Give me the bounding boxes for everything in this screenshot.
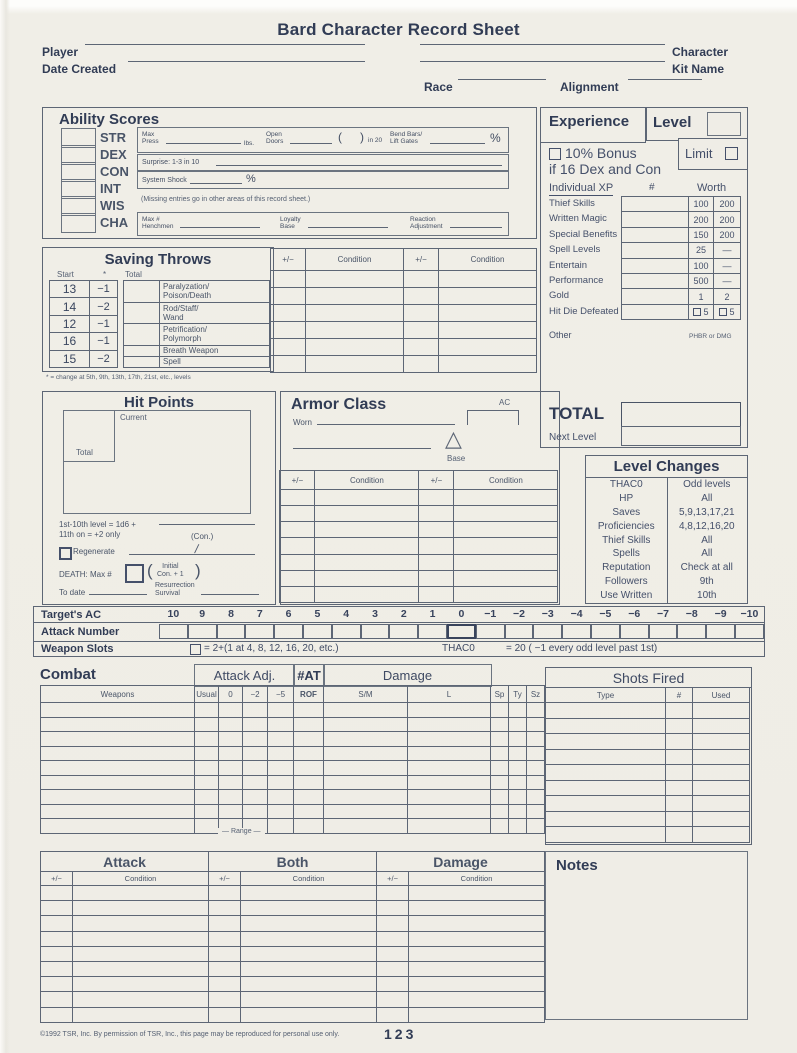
- dexterity-details-box: [137, 154, 509, 171]
- base-label: Base: [447, 454, 466, 463]
- hp-formula-field[interactable]: [159, 524, 255, 525]
- notes-box[interactable]: [545, 851, 748, 1020]
- weapon-slots-checkbox: [190, 644, 201, 655]
- regenerate-field[interactable]: [129, 554, 255, 555]
- ac-label: AC: [499, 398, 511, 407]
- death-paren-close: ): [195, 561, 201, 580]
- next-level-label: Next Level: [549, 432, 597, 443]
- save-row: 14 −2: [50, 298, 118, 315]
- other-value: PHBR or DMG: [689, 333, 732, 340]
- next-level-field[interactable]: [621, 426, 741, 446]
- blank-row[interactable]: [41, 901, 545, 916]
- armor-class-box: [280, 391, 560, 605]
- ability-label-cha: CHA: [100, 215, 129, 230]
- hp-formula2: 11th on = +2 only: [59, 530, 121, 539]
- alignment-label: Alignment: [560, 80, 619, 94]
- constitution-details-box: [137, 171, 509, 189]
- damage-label: Damage: [382, 668, 433, 683]
- save-row: 13 −1: [50, 281, 118, 298]
- xp-num-cell[interactable]: [621, 258, 689, 274]
- blank-row[interactable]: [280, 538, 558, 554]
- attack-number-cell[interactable]: [188, 624, 217, 639]
- page-title: Bard Character Record Sheet: [277, 20, 520, 39]
- targets-ac-numbers: 10 9 8 7 6 5 4 3 2 1 0 −1 −2 −3 −4 −5 −6 −7 −8 −9 −10: [167, 608, 759, 620]
- kit-name-label: Kit Name: [672, 62, 725, 76]
- open-doors-l2: Doors: [266, 138, 284, 146]
- hit-die-worth2: 5: [713, 304, 741, 320]
- blank-row[interactable]: [546, 811, 750, 827]
- level-box: [646, 107, 748, 141]
- adjustments-subheader: +/− Condition +/− Condition +/− Condition: [41, 872, 545, 886]
- worn-field2[interactable]: [293, 448, 431, 449]
- hp-current-box[interactable]: [63, 410, 251, 514]
- bend-bars-field[interactable]: [430, 143, 485, 144]
- attack-number-cell[interactable]: [245, 624, 274, 639]
- weapon-row[interactable]: [41, 790, 545, 805]
- character-label: Character: [672, 45, 729, 59]
- level-change-row: HP All: [619, 493, 713, 505]
- bonus-label2: if 16 Dex and Con: [549, 161, 662, 177]
- xp-row[interactable]: Hit Die Defeated 5 5: [549, 304, 741, 320]
- hp-total-label: Total: [76, 448, 93, 457]
- adjustments-table: [40, 851, 544, 1022]
- ac-conditions-table: [279, 470, 557, 603]
- open-doors-paren-open: (: [338, 130, 342, 144]
- hp-formula1: 1st-10th level = 1d6 +: [59, 520, 136, 529]
- loyalty-l1: Loyalty: [280, 216, 301, 223]
- save-total-grid: [123, 280, 269, 368]
- total-field[interactable]: [621, 402, 741, 427]
- resurrection-field[interactable]: [201, 594, 259, 595]
- save-total-row[interactable]: Rod/Staff/ Wand: [124, 302, 270, 324]
- missing-entries-note: (Missing entries go in other areas of this record sheet.): [141, 196, 311, 203]
- save-total-row[interactable]: Paralyzation/ Poison/Death: [124, 281, 270, 303]
- blank-row[interactable]: [280, 586, 558, 602]
- blank-row[interactable]: [41, 931, 545, 946]
- blank-row[interactable]: [271, 339, 537, 356]
- regenerate-slash: /: [193, 542, 200, 556]
- level-changes-divider: [667, 478, 668, 603]
- notes-title: Notes: [556, 857, 598, 874]
- star-col-header: *: [103, 270, 107, 279]
- system-shock-field[interactable]: [190, 183, 242, 184]
- level-change-row: Followers 9th: [604, 575, 714, 587]
- limit-checkbox[interactable]: [725, 147, 738, 160]
- attack-number-cell[interactable]: [303, 624, 332, 639]
- save-row: 15 −2: [50, 350, 118, 367]
- henchmen-l1: Max #: [142, 216, 160, 223]
- open-doors-paren-close: ): [360, 130, 364, 144]
- death-paren-open: (: [147, 561, 153, 580]
- race-field[interactable]: [458, 79, 546, 80]
- level-change-row: Thief Skills All: [602, 534, 713, 546]
- ability-label-int: INT: [100, 181, 121, 196]
- ability-scores-box: [42, 107, 537, 239]
- to-date-label: To date: [59, 588, 86, 597]
- saving-throws-footnote: * = change at 5th, 9th, 13th, 17th, 21st, etc., levels: [46, 374, 191, 381]
- limit-box: [678, 138, 748, 170]
- num-col-header: #: [649, 182, 655, 193]
- weapon-row[interactable]: [41, 732, 545, 747]
- ability-label-wis: WIS: [100, 198, 125, 213]
- blank-row[interactable]: [41, 992, 545, 1007]
- bonus-checkbox[interactable]: [549, 148, 561, 160]
- save-conditions-table: [270, 248, 536, 372]
- combat-title: Combat: [40, 666, 96, 683]
- blank-row[interactable]: [546, 827, 750, 843]
- weapon-row[interactable]: [41, 804, 545, 819]
- targets-ac-label: Target's AC: [41, 609, 102, 621]
- blank-row[interactable]: [271, 322, 537, 339]
- level-change-row: Saves 5,9,13,17,21: [612, 506, 735, 518]
- surprise-label: Surprise: 1-3 in 10: [142, 159, 200, 166]
- shots-fired-box: [545, 667, 752, 845]
- bend-bars-l1: Bend Bars/: [390, 131, 423, 138]
- shots-fired-header: Type # Used: [546, 688, 750, 703]
- level-change-row: Spells All: [612, 548, 713, 560]
- worth-col-header: Worth: [697, 182, 727, 194]
- individual-xp-header: Individual XP: [549, 182, 614, 194]
- loyalty-l2: Base: [280, 223, 295, 231]
- attack-number-cell[interactable]: [533, 624, 562, 639]
- death-con-label: Con. + 1: [157, 570, 184, 578]
- attack-number-row: [159, 622, 764, 641]
- xp-num-cell[interactable]: [621, 273, 689, 289]
- player-field[interactable]: [85, 44, 365, 45]
- targets-ac-strip: [33, 606, 765, 657]
- hit-die-checkbox[interactable]: [693, 308, 701, 316]
- henchmen-field[interactable]: [180, 227, 260, 228]
- regenerate-label: Regenerate: [73, 547, 115, 556]
- race-label: Race: [424, 80, 453, 94]
- blank-row[interactable]: [546, 780, 750, 796]
- limit-label: Limit: [685, 146, 713, 161]
- weapon-row[interactable]: [41, 775, 545, 790]
- surprise-field[interactable]: [216, 165, 502, 166]
- worn-field[interactable]: [317, 424, 455, 425]
- start-col-header: Start: [57, 270, 74, 279]
- total-col-header: Total: [125, 270, 142, 279]
- shots-fired-table: [545, 687, 749, 843]
- system-shock-label: System Shock: [142, 177, 187, 184]
- max-press-l1: Max: [142, 131, 155, 138]
- strip-divider: [34, 641, 764, 642]
- blank-row[interactable]: [271, 305, 537, 322]
- ability-label-dex: DEX: [100, 147, 127, 162]
- reaction-l1: Reaction: [410, 216, 436, 223]
- save-conditions-header: +/− Condition +/− Condition: [271, 249, 537, 271]
- attack-number-cell[interactable]: [677, 624, 706, 639]
- weapon-slots-label: Weapon Slots: [41, 643, 114, 655]
- xp-num-cell[interactable]: [621, 196, 689, 212]
- save-total-row[interactable]: Breath Weapon: [124, 345, 270, 356]
- xp-row[interactable]: Written Magic 200 200: [549, 211, 741, 227]
- attack-number-label: Attack Number: [41, 626, 120, 638]
- open-doors-field[interactable]: [290, 143, 332, 144]
- saving-throws-title: Saving Throws: [104, 251, 212, 268]
- at-header-box: [293, 664, 325, 687]
- page-number: 123: [384, 1026, 417, 1042]
- attack-adj-label: Attack Adj.: [213, 668, 276, 683]
- worn-label: Worn: [293, 418, 312, 427]
- in20-label: in 20: [368, 137, 383, 144]
- strength-details-box: [137, 127, 509, 153]
- xp-num-cell[interactable]: [621, 211, 689, 227]
- experience-title-box: [541, 108, 646, 143]
- resurrection-l2: Survival: [155, 589, 180, 597]
- individual-xp-table: [549, 196, 741, 320]
- other-label: Other: [549, 330, 572, 340]
- armor-class-title: Armor Class: [291, 396, 387, 413]
- adjustments-group-header: Attack Both Damage: [41, 852, 545, 872]
- hit-points-box: [42, 391, 276, 605]
- attack-number-cell[interactable]: [620, 624, 649, 639]
- blank-row[interactable]: [546, 796, 750, 812]
- blank-row[interactable]: [271, 288, 537, 305]
- save-row: 12 −1: [50, 315, 118, 332]
- cha-score-box[interactable]: [61, 213, 96, 233]
- lbs-label: lbs.: [244, 140, 255, 147]
- death-max-field[interactable]: [125, 564, 144, 583]
- weapon-row[interactable]: [41, 703, 545, 718]
- blank-row[interactable]: [41, 886, 545, 901]
- date-created-label: Date Created: [42, 62, 117, 76]
- level-change-row: Use Written 10th: [600, 589, 717, 601]
- max-press-field[interactable]: [166, 143, 241, 144]
- reaction-l2: Adjustment: [410, 223, 443, 231]
- hp-con-label: (Con.): [191, 532, 214, 541]
- blank-row[interactable]: [280, 506, 558, 522]
- xp-num-cell[interactable]: [621, 288, 689, 304]
- weapon-slots-formula: = 2+(1 at 4, 8, 12, 16, 20, etc.): [204, 643, 339, 654]
- blank-row[interactable]: [546, 749, 750, 765]
- open-doors-l1: Open: [266, 131, 282, 138]
- xp-num-cell[interactable]: [621, 304, 689, 320]
- attack-number-cell[interactable]: [418, 624, 447, 639]
- weapon-row[interactable]: [41, 819, 545, 834]
- max-press-l2: Press: [142, 138, 159, 146]
- hit-die-checkbox[interactable]: [719, 308, 727, 316]
- hp-total-box[interactable]: [63, 410, 115, 462]
- saving-throws-box: [42, 247, 274, 372]
- system-shock-percent: %: [246, 173, 256, 185]
- level-label: Level: [653, 114, 692, 131]
- level-changes-title: Level Changes: [586, 458, 747, 478]
- ac-bracket[interactable]: [467, 410, 519, 425]
- attack-number-cell[interactable]: [706, 624, 735, 639]
- attack-number-cell[interactable]: [591, 624, 620, 639]
- ability-label-str: STR: [100, 130, 126, 145]
- attack-number-cell-ac0[interactable]: [447, 624, 476, 639]
- level-change-row: Proficiencies 4,8,12,16,20: [597, 520, 735, 532]
- save-total-row[interactable]: Petrification/ Polymorph: [124, 324, 270, 346]
- thac0-formula: = 20 ( −1 every odd level past 1st): [506, 643, 658, 654]
- attack-number-cell[interactable]: [649, 624, 678, 639]
- level-changes-box: [585, 455, 748, 604]
- blank-row[interactable]: [41, 916, 545, 931]
- xp-row[interactable]: Spell Levels 25 —: [549, 242, 741, 258]
- shots-fired-title: Shots Fired: [612, 670, 685, 686]
- attack-adj-header-box: [194, 664, 295, 687]
- blank-row[interactable]: [546, 765, 750, 781]
- xp-row[interactable]: Entertain 100 —: [549, 258, 741, 274]
- attack-number-cell[interactable]: [217, 624, 246, 639]
- save-start-grid: [49, 280, 117, 368]
- xp-num-cell[interactable]: [621, 242, 689, 258]
- attack-number-cell[interactable]: [735, 624, 764, 639]
- ability-label-con: CON: [100, 164, 129, 179]
- bonus-label: 10% Bonus: [565, 145, 637, 161]
- at-label: #AT: [297, 668, 321, 683]
- charisma-details-box: [137, 212, 509, 236]
- attack-number-cell[interactable]: [361, 624, 390, 639]
- save-total-row[interactable]: Spell: [124, 356, 270, 367]
- xp-row[interactable]: Special Benefits 150 200: [549, 227, 741, 243]
- hit-points-title: Hit Points: [124, 394, 194, 411]
- xp-row[interactable]: Thief Skills 100 200: [549, 196, 741, 212]
- blank-row[interactable]: [41, 1007, 545, 1022]
- combat-header-row: Weapons Usual 0 −2 −5 ROF S/M L Sp Ty Sz: [41, 686, 545, 703]
- xp-num-cell[interactable]: [621, 227, 689, 243]
- hp-current-label: Current: [120, 413, 147, 422]
- alignment-field[interactable]: [628, 79, 702, 80]
- blank-row[interactable]: [280, 522, 558, 538]
- weapon-row[interactable]: [41, 717, 545, 732]
- shots-fired-titlebar: [546, 668, 751, 688]
- bend-bars-l2: Lift Gates: [390, 138, 418, 146]
- hit-die-worth1: 5: [688, 304, 714, 320]
- bend-bars-percent: %: [490, 131, 501, 145]
- attack-number-cell[interactable]: [476, 624, 505, 639]
- level-change-row: THAC0 Odd levels: [609, 479, 731, 491]
- level-change-row: Reputation Check at all: [602, 562, 733, 574]
- to-date-field[interactable]: [89, 594, 147, 595]
- henchmen-l2: Henchmen: [142, 223, 174, 231]
- player-label: Player: [42, 45, 79, 59]
- blank-row[interactable]: [546, 718, 750, 734]
- total-label: TOTAL: [549, 404, 605, 423]
- blank-row[interactable]: [41, 961, 545, 976]
- blank-row[interactable]: [41, 946, 545, 961]
- range-label: — Range —: [218, 828, 265, 835]
- xp-row[interactable]: Performance 500 —: [549, 273, 741, 289]
- blank-row[interactable]: [271, 356, 537, 373]
- kit-name-field[interactable]: [420, 61, 665, 62]
- weapon-row[interactable]: [41, 761, 545, 776]
- weapon-row[interactable]: [41, 746, 545, 761]
- blank-row[interactable]: [280, 490, 558, 506]
- blank-row[interactable]: [280, 554, 558, 570]
- blank-row[interactable]: [41, 977, 545, 992]
- death-label: DEATH: Max #: [59, 570, 112, 579]
- death-initial-label: Initial: [162, 563, 179, 570]
- combat-table: [40, 685, 544, 834]
- attack-number-cell[interactable]: [332, 624, 361, 639]
- reaction-field[interactable]: [450, 227, 502, 228]
- experience-title: Experience: [549, 113, 630, 130]
- footer-copyright: ©1992 TSR, Inc. By permission of TSR, Inc., this page may be reproduced for personal use only.: [40, 1031, 340, 1038]
- attack-number-cell[interactable]: [274, 624, 303, 639]
- blank-row[interactable]: [546, 703, 750, 719]
- character-field[interactable]: [420, 44, 665, 45]
- xp-row[interactable]: Gold 1 2: [549, 288, 741, 304]
- damage-header-box: [323, 664, 492, 687]
- level-changes-table: [586, 478, 747, 603]
- attack-number-cell[interactable]: [389, 624, 418, 639]
- loyalty-field[interactable]: [308, 227, 388, 228]
- thac0-label: THAC0: [442, 643, 475, 654]
- blank-row[interactable]: [271, 271, 537, 288]
- level-field[interactable]: [707, 112, 741, 136]
- save-row: 16 −1: [50, 333, 118, 350]
- blank-row[interactable]: [546, 734, 750, 750]
- resurrection-l1: Resurrection: [155, 582, 195, 589]
- ability-scores-title: Ability Scores: [59, 111, 160, 128]
- attack-number-cell[interactable]: [562, 624, 591, 639]
- date-created-field[interactable]: [128, 61, 365, 62]
- attack-number-cell[interactable]: [505, 624, 534, 639]
- base-triangle-icon: △: [445, 426, 462, 451]
- regenerate-checkbox[interactable]: [59, 547, 72, 560]
- ac-conditions-header: +/− Condition +/− Condition: [280, 471, 558, 490]
- attack-number-cell[interactable]: [159, 624, 188, 639]
- blank-row[interactable]: [280, 570, 558, 586]
